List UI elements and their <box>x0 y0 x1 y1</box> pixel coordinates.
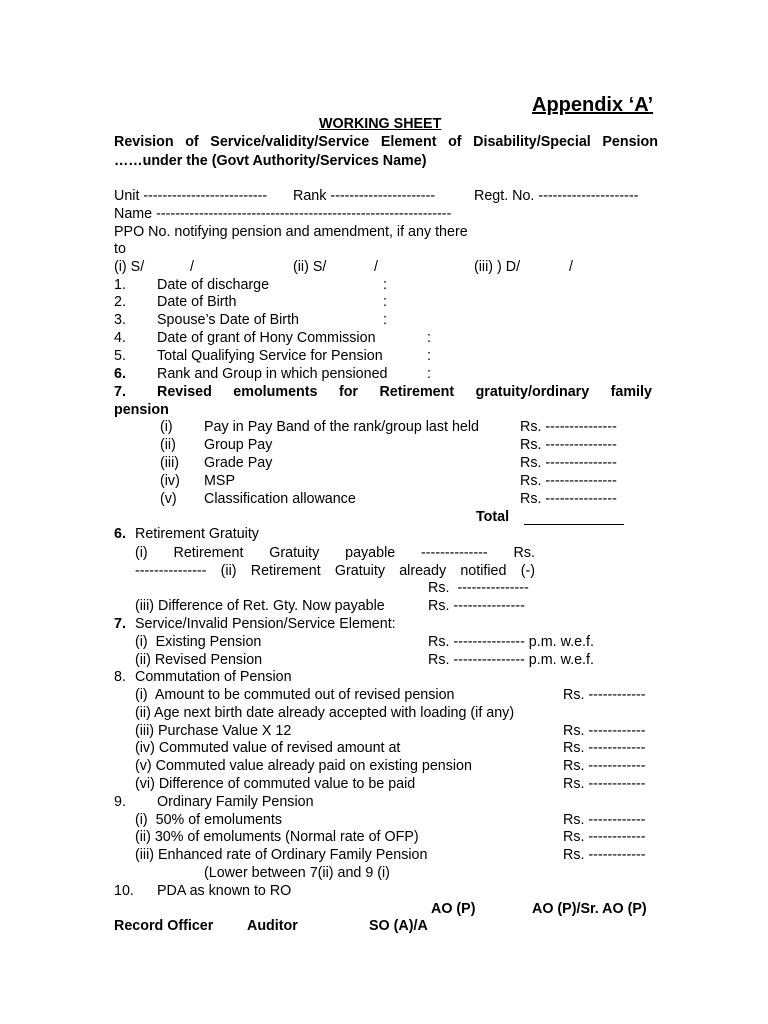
regt-no-field: Regt. No. --------------------- <box>474 188 639 204</box>
document-title-line-1: Revision of Service/validity/Service Element of Disability/Special Pension <box>114 134 658 150</box>
commutation-title: Commutation of Pension <box>135 669 292 685</box>
detail-label: Date of discharge <box>157 277 270 293</box>
pension-item-label: (i) Existing Pension <box>135 634 262 650</box>
family-pension-note: (Lower between 7(ii) and 9 (i) <box>204 865 390 881</box>
ppo-label-line-1: PPO No. notifying pension and amendment, if any there <box>114 224 468 240</box>
commutation-item-label: (iii) Purchase Value X 12 <box>135 723 292 739</box>
detail-colon: : <box>427 366 431 382</box>
gratuity-number: 6. <box>114 526 126 542</box>
commutation-item-label: (v) Commuted value already paid on existing pension <box>135 758 472 774</box>
section-7-heading: Revised emoluments for Retirement gratuity/ordinary family <box>157 384 652 400</box>
emolument-item-number: (iv) <box>160 473 180 489</box>
detail-number: 2. <box>114 294 126 310</box>
detail-colon: : <box>383 312 387 328</box>
ppo-label-line-2: to <box>114 241 126 257</box>
ppo-s1-field: (i) S/ <box>114 259 145 275</box>
emolument-item-amount: Rs. --------------- <box>520 491 617 507</box>
detail-label: Rank and Group in which pensioned <box>157 366 388 382</box>
gratuity-difference-label: (iii) Difference of Ret. Gty. Now payable <box>135 598 385 614</box>
ppo-s2-field: (ii) S/ <box>293 259 327 275</box>
family-pension-item-label: (ii) 30% of emoluments (Normal rate of OFP) <box>135 829 419 845</box>
commutation-item-label: (ii) Age next birth date already accepted with loading (if any) <box>135 705 515 721</box>
commutation-item-amount: Rs. ------------ <box>563 740 646 756</box>
total-label: Total <box>476 509 510 525</box>
ppo-s1-slash: / <box>190 259 194 275</box>
emolument-item-number: (i) <box>160 419 173 435</box>
detail-label: Date of grant of Hony Commission <box>157 330 376 346</box>
detail-number: 4. <box>114 330 126 346</box>
commutation-item-label: (i) Amount to be commuted out of revised pension <box>135 687 455 703</box>
emolument-item-amount: Rs. --------------- <box>520 473 617 489</box>
emolument-item-number: (ii) <box>160 437 176 453</box>
rank-field: Rank ---------------------- <box>293 188 436 204</box>
ppo-s2-slash: / <box>374 259 378 275</box>
commutation-item-amount: Rs. ------------ <box>563 776 646 792</box>
ppo-d3-field: (iii) ) D/ <box>474 259 521 275</box>
document-title-line-2: ……under the (Govt Authority/Services Name) <box>114 153 427 169</box>
pension-item-amount: Rs. --------------- p.m. w.e.f. <box>428 652 594 668</box>
ppo-d3-slash: / <box>569 259 573 275</box>
working-sheet-heading: WORKING SHEET <box>319 116 442 132</box>
gratuity-notified-line: --------------- (ii) Retirement Gratuity already notified (-) <box>135 563 535 579</box>
signature-record-officer: Record Officer <box>114 918 214 934</box>
detail-number: 1. <box>114 277 126 293</box>
family-pension-item-label: (iii) Enhanced rate of Ordinary Family Pension <box>135 847 428 863</box>
family-pension-item-amount: Rs. ------------ <box>563 812 646 828</box>
signature-ao-p: AO (P) <box>431 901 476 917</box>
detail-label: Spouse’s Date of Birth <box>157 312 299 328</box>
emolument-item-amount: Rs. --------------- <box>520 455 617 471</box>
detail-label: Date of Birth <box>157 294 237 310</box>
commutation-item-amount: Rs. ------------ <box>563 687 646 703</box>
emolument-item-label: Grade Pay <box>204 455 273 471</box>
commutation-item-amount: Rs. ------------ <box>563 758 646 774</box>
commutation-item-label: (vi) Difference of commuted value to be paid <box>135 776 416 792</box>
signature-so: SO (A)/A <box>369 918 428 934</box>
pension-item-amount: Rs. --------------- p.m. w.e.f. <box>428 634 594 650</box>
pension-title: Service/Invalid Pension/Service Element: <box>135 616 396 632</box>
detail-number: 3. <box>114 312 126 328</box>
family-pension-item-amount: Rs. ------------ <box>563 829 646 845</box>
emolument-item-label: Group Pay <box>204 437 273 453</box>
gratuity-title: Retirement Gratuity <box>135 526 259 542</box>
emolument-item-label: Pay in Pay Band of the rank/group last held <box>204 419 479 435</box>
section-7-heading-line-2: pension <box>114 402 169 418</box>
emolument-item-number: (iii) <box>160 455 180 471</box>
detail-colon: : <box>383 294 387 310</box>
detail-colon: : <box>427 348 431 364</box>
family-pension-item-label: (i) 50% of emoluments <box>135 812 282 828</box>
signature-auditor: Auditor <box>247 918 298 934</box>
detail-number: 5. <box>114 348 126 364</box>
commutation-number: 8. <box>114 669 126 685</box>
detail-label: Total Qualifying Service for Pension <box>157 348 383 364</box>
pda-number: 10. <box>114 883 134 899</box>
commutation-item-label: (iv) Commuted value of revised amount at <box>135 740 401 756</box>
emolument-item-label: MSP <box>204 473 235 489</box>
pension-number: 7. <box>114 616 126 632</box>
gratuity-notified-amount: Rs. --------------- <box>428 580 529 596</box>
gratuity-payable-line: (i) Retirement Gratuity payable -------------- Rs. <box>135 545 535 561</box>
name-field: Name -------------------------------------------------------------- <box>114 206 452 222</box>
family-pension-item-amount: Rs. ------------ <box>563 847 646 863</box>
emolument-item-number: (v) <box>160 491 177 507</box>
family-pension-number: 9. <box>114 794 126 810</box>
detail-colon: : <box>383 277 387 293</box>
emolument-item-label: Classification allowance <box>204 491 356 507</box>
pda-label: PDA as known to RO <box>157 883 292 899</box>
family-pension-title: Ordinary Family Pension <box>157 794 314 810</box>
detail-number: 6. <box>114 366 126 382</box>
section-7-number: 7. <box>114 384 126 400</box>
gratuity-difference-amount: Rs. --------------- <box>428 598 525 614</box>
emolument-item-amount: Rs. --------------- <box>520 437 617 453</box>
detail-colon: : <box>427 330 431 346</box>
pension-item-label: (ii) Revised Pension <box>135 652 263 668</box>
total-underline <box>524 524 624 525</box>
commutation-item-amount: Rs. ------------ <box>563 723 646 739</box>
appendix-title: Appendix ‘A’ <box>532 94 654 116</box>
emolument-item-amount: Rs. --------------- <box>520 419 617 435</box>
unit-field: Unit -------------------------- <box>114 188 268 204</box>
signature-ao-sr: AO (P)/Sr. AO (P) <box>532 901 647 917</box>
